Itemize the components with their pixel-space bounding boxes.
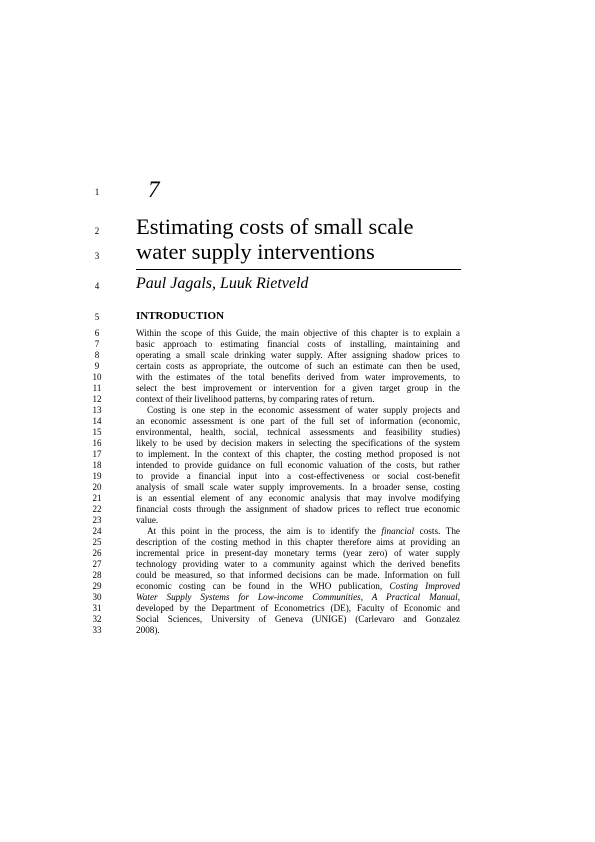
body-line: is an essential element of any economic analysis that may involve modifying <box>136 493 460 503</box>
line-number: 15 <box>92 427 102 437</box>
line-number: 5 <box>94 312 100 322</box>
body-line: description of the costing method in this chapter therefore aims at providing an <box>136 537 460 547</box>
body-line: developed by the Department of Econometrics (DE), Faculty of Economic and <box>136 603 460 613</box>
line-number: 31 <box>92 603 102 613</box>
line-number: 10 <box>92 372 102 382</box>
body-line-segment: At this point in the process, the aim is to identify the <box>147 526 376 536</box>
chapter-title-line-1: Estimating costs of small scale <box>136 214 414 239</box>
body-line: certain costs as appropriate, the outcome of such an estimate can then be used, <box>136 361 460 371</box>
body-line <box>136 526 460 537</box>
body-line: intended to provide guidance on full economic valuation of the costs, but rather <box>136 460 460 470</box>
body-line: financial costs through the assignment of shadow prices to reflect true economic <box>136 504 460 514</box>
body-line: 2008). <box>136 625 160 635</box>
body-line-segment: costs. The <box>414 526 460 536</box>
line-number: 14 <box>92 416 102 426</box>
line-number: 11 <box>92 383 102 393</box>
emphasis-financial: financial <box>381 526 415 536</box>
body-line: likely to be used by decision makers in selecting the specifications of the system <box>136 438 460 448</box>
body-line: could be measured, so that informed decisions can be made. Information on full <box>136 570 460 580</box>
line-number: 30 <box>92 592 102 602</box>
body-line <box>136 592 460 603</box>
line-number: 25 <box>92 537 102 547</box>
body-line: Social Sciences, University of Geneva (UNIGE) (Carlevaro and Gonzalez <box>136 614 460 624</box>
line-number: 17 <box>92 449 102 459</box>
line-number: 16 <box>92 438 102 448</box>
body-line: Within the scope of this Guide, the main objective of this chapter is to explain a <box>136 328 460 338</box>
line-number: 22 <box>92 504 102 514</box>
line-number: 1 <box>94 187 100 197</box>
body-line: with the estimates of the total benefits derived from water improvements, to <box>136 372 460 382</box>
body-line: operating a small scale drinking water supply. After assigning shadow prices to <box>136 350 460 360</box>
body-line: to implement. In the context of this chapter, the costing method proposed is not <box>136 449 460 459</box>
line-number: 3 <box>94 251 100 261</box>
line-number: 32 <box>92 614 102 624</box>
body-line: environmental, health, social, technical assessments and feasibility studies) <box>136 427 460 437</box>
publication-title-part-2: Water Supply Systems for Low-income Communities, A Practical Manual <box>136 592 458 602</box>
body-line: select the best improvement or intervention for a given target group in the <box>136 383 460 393</box>
chapter-number: 7 <box>148 177 160 202</box>
line-number: 2 <box>94 226 100 236</box>
chapter-authors: Paul Jagals, Luuk Rietveld <box>136 275 309 292</box>
line-number: 13 <box>92 405 102 415</box>
body-line: value. <box>136 515 159 525</box>
line-number: 21 <box>92 493 102 503</box>
title-rule <box>136 269 461 270</box>
line-number: 24 <box>92 526 102 536</box>
line-number: 27 <box>92 559 102 569</box>
body-line: an economic assessment is one part of the full set of information (economic, <box>136 416 460 426</box>
line-number: 8 <box>94 350 100 360</box>
line-number: 6 <box>94 328 100 338</box>
line-number: 4 <box>94 281 100 291</box>
body-line: incremental price in present-day monetary terms (year zero) of water supply <box>136 548 460 558</box>
line-number: 28 <box>92 570 102 580</box>
line-number: 7 <box>94 339 100 349</box>
line-number: 19 <box>92 471 102 481</box>
body-line: technology providing water to a community against which the derived benefits <box>136 559 460 569</box>
line-number: 9 <box>94 361 100 371</box>
line-number: 29 <box>92 581 102 591</box>
body-line: to provide a financial input into a cost-effectiveness or social cost-benefit <box>136 471 460 481</box>
publication-title-part-1: Costing Improved <box>389 581 460 591</box>
line-number: 23 <box>92 515 102 525</box>
body-line: analysis of small scale water supply improvements. In a broader sense, costing <box>136 482 460 492</box>
section-heading: INTRODUCTION <box>136 310 225 322</box>
body-line: Costing is one step in the economic assessment of water supply projects and <box>147 405 460 415</box>
body-line-segment: economic costing can be found in the WHO publication, <box>136 581 383 591</box>
body-line-segment: , <box>457 592 460 602</box>
body-line: basic approach to estimating financial costs of installing, maintaining and <box>136 339 460 349</box>
line-number: 26 <box>92 548 102 558</box>
body-line: context of their livelihood patterns, by comparing rates of return. <box>136 394 375 404</box>
line-number: 20 <box>92 482 102 492</box>
line-number: 33 <box>92 625 102 635</box>
chapter-title-line-2: water supply interventions <box>136 239 375 264</box>
body-line <box>136 581 460 592</box>
line-number: 12 <box>92 394 102 404</box>
line-number: 18 <box>92 460 102 470</box>
